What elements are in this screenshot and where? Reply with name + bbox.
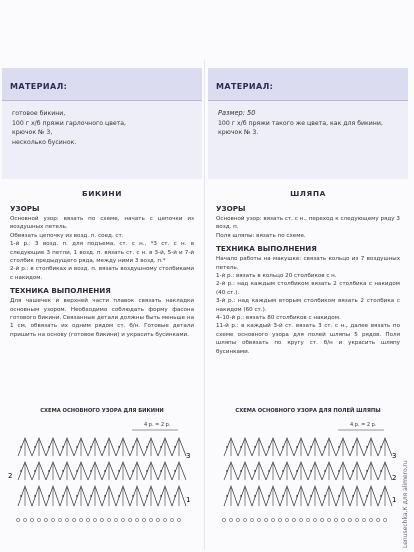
chain-dot — [118, 470, 120, 472]
technique-heading: ТЕХНИКА ВЫПОЛНЕНИЯ — [216, 244, 317, 254]
chain-dot — [174, 470, 176, 472]
chain-dot — [76, 495, 78, 497]
foundation-chain — [58, 518, 61, 521]
watermark: Lenusechka.К для alimero.ru — [402, 460, 409, 548]
patterns-heading: УЗОРЫ — [216, 204, 246, 213]
foundation-chain — [170, 518, 173, 521]
foundation-chain — [264, 518, 267, 521]
row-label: 2 — [392, 474, 397, 482]
patterns-text: Основной узор: вязать ст. с н., переход к следующему ряду 3 возд. п. — [216, 216, 400, 231]
foundation-chain — [348, 518, 351, 521]
chain-dot — [380, 446, 382, 448]
chain-dot — [62, 446, 64, 448]
foundation-chain — [376, 518, 379, 521]
row-instruction: 4–10-й р.: вязать 80 столбиков с накидом. — [216, 315, 341, 322]
crochet-chart — [210, 416, 406, 534]
foundation-chain — [23, 518, 26, 521]
chain-dot — [338, 446, 340, 448]
foundation-chain — [250, 518, 253, 521]
chain-dot — [146, 495, 148, 497]
stitch-symbols — [16, 438, 186, 522]
foundation-chain — [86, 518, 89, 521]
foundation-chain — [355, 518, 358, 521]
repeat-label: 4 р. = 2 р. — [350, 422, 377, 428]
chain-dot — [34, 470, 36, 472]
chain-dot — [282, 470, 284, 472]
chain-dot — [132, 495, 134, 497]
foundation-chain — [362, 518, 365, 521]
foundation-chain — [163, 518, 166, 521]
material-line: 100 г х/б пряжи гарлочного цвета, — [12, 119, 127, 127]
chain-dot — [90, 446, 92, 448]
chain-dot — [296, 446, 298, 448]
material-header — [208, 68, 408, 101]
chain-dot — [104, 495, 106, 497]
foundation-chain — [149, 518, 152, 521]
chain-dot — [146, 446, 148, 448]
chain-dot — [160, 446, 162, 448]
chain-dot — [310, 470, 312, 472]
foundation-chain — [135, 518, 138, 521]
chain-dot — [174, 495, 176, 497]
row-label: 1 — [392, 496, 397, 504]
foundation-chain — [278, 518, 281, 521]
row-label: 2 — [8, 472, 13, 480]
chain-dot — [310, 495, 312, 497]
foundation-chain — [299, 518, 302, 521]
foundation-chain — [334, 518, 337, 521]
chain-dot — [324, 446, 326, 448]
chain-dot — [174, 446, 176, 448]
pattern-step: 2-й р.: в столбиках и возд. п. вязать воздушному столбиками с накидом. — [10, 266, 194, 281]
chain-dot — [226, 495, 228, 497]
technique-heading: ТЕХНИКА ВЫПОЛНЕНИЯ — [10, 286, 111, 296]
row-instruction: 3-й р.: над каждым вторым столбиком вязать 2 столбика с накидом (60 ст.). — [216, 298, 400, 313]
chain-dot — [352, 470, 354, 472]
chain-dot — [132, 446, 134, 448]
foundation-chain — [37, 518, 40, 521]
chain-dot — [380, 495, 382, 497]
chain-dot — [90, 495, 92, 497]
chain-dot — [104, 470, 106, 472]
chain-dot — [104, 446, 106, 448]
material-label: МАТЕРИАЛ: — [216, 82, 274, 91]
technique-intro: Начало работы на макушке: связать кольцо из 7 воздушных петель. — [216, 256, 400, 271]
bikini-stitch-diagram — [4, 408, 200, 504]
chain-dot — [62, 495, 64, 497]
foundation-chain — [65, 518, 68, 521]
chain-dot — [254, 446, 256, 448]
chain-dot — [90, 470, 92, 472]
foundation-chain — [93, 518, 96, 521]
diagram-title: СХЕМА ОСНОВНОГО УЗОРА ДЛЯ ПОЛЕЙ ШЛЯПЫ — [235, 408, 381, 414]
pattern-step: Обвязать цепочку из возд. п. соед. ст. — [10, 232, 124, 239]
chain-dot — [366, 495, 368, 497]
patterns-heading: УЗОРЫ — [10, 204, 40, 213]
foundation-chain — [306, 518, 309, 521]
row-label: 3 — [392, 452, 397, 460]
material-header — [2, 68, 202, 101]
material-list — [2, 101, 202, 179]
foundation-chain — [327, 518, 330, 521]
stitch-symbols — [222, 438, 392, 522]
foundation-chain — [369, 518, 372, 521]
hat-brim-stitch-diagram — [210, 408, 406, 504]
foundation-chain — [107, 518, 110, 521]
chain-dot — [282, 495, 284, 497]
section-title: ШЛЯПА — [290, 189, 326, 198]
chain-dot — [352, 495, 354, 497]
foundation-chain — [142, 518, 145, 521]
foundation-chain — [285, 518, 288, 521]
chain-dot — [240, 495, 242, 497]
repeat-label: 4 р. = 2 р. — [144, 422, 171, 428]
chain-dot — [240, 446, 242, 448]
chain-dot — [76, 446, 78, 448]
section-title: БИКИНИ — [81, 189, 122, 198]
material-line: крючок № 3, — [12, 129, 53, 137]
chain-dot — [48, 495, 50, 497]
foundation-chain — [177, 518, 180, 521]
chain-dot — [132, 470, 134, 472]
hat-column — [208, 68, 408, 356]
row-label: 1 — [186, 496, 191, 504]
chain-dot — [62, 470, 64, 472]
foundation-chain — [114, 518, 117, 521]
chain-dot — [240, 470, 242, 472]
patterns-text: Основной узор: вязать по схеме, начать с цепочки из воздушных петель. — [10, 216, 194, 231]
crochet-chart — [4, 416, 200, 534]
chain-dot — [34, 495, 36, 497]
brim-text: Поля шляпы: вязать по схеме. — [216, 232, 306, 239]
chain-dot — [324, 470, 326, 472]
material-line: готовое бикини, — [12, 110, 66, 117]
chain-dot — [226, 470, 228, 472]
chain-dot — [226, 446, 228, 448]
foundation-chain — [51, 518, 54, 521]
chain-dot — [380, 470, 382, 472]
chain-dot — [366, 446, 368, 448]
foundation-chain — [30, 518, 33, 521]
foundation-chain — [341, 518, 344, 521]
chain-dot — [352, 446, 354, 448]
chain-dot — [20, 446, 22, 448]
chain-dot — [366, 470, 368, 472]
diagram-title: СХЕМА ОСНОВНОГО УЗОРА ДЛЯ БИКИНИ — [40, 408, 164, 414]
chain-dot — [268, 495, 270, 497]
chain-dot — [310, 446, 312, 448]
foundation-chain — [79, 518, 82, 521]
chain-dot — [324, 495, 326, 497]
foundation-chain — [383, 518, 386, 521]
row-label: 3 — [186, 452, 191, 460]
chain-dot — [20, 495, 22, 497]
row-instruction: 2-й р.: над каждым столбиком вязать 2 столбика с накидом (40 ст.). — [216, 281, 400, 296]
chain-dot — [118, 446, 120, 448]
row-instruction: 1-й р.: вязать в кольцо 20 столбиков с н. — [216, 273, 337, 280]
material-line: 100 г х/б пряжи такого же цвета, как для бикини, — [218, 119, 383, 127]
chain-dot — [20, 470, 22, 472]
chain-dot — [254, 470, 256, 472]
chain-dot — [76, 470, 78, 472]
material-list — [208, 101, 408, 179]
chain-dot — [160, 470, 162, 472]
size-line: Размер: 50 — [218, 109, 256, 117]
chain-dot — [338, 495, 340, 497]
foundation-chain — [156, 518, 159, 521]
foundation-chain — [292, 518, 295, 521]
chain-dot — [338, 470, 340, 472]
chain-dot — [268, 470, 270, 472]
bikini-column — [2, 68, 202, 339]
chain-dot — [160, 495, 162, 497]
foundation-chain — [100, 518, 103, 521]
foundation-chain — [313, 518, 316, 521]
chain-dot — [254, 495, 256, 497]
foundation-chain — [257, 518, 260, 521]
foundation-chain — [271, 518, 274, 521]
chain-dot — [118, 495, 120, 497]
foundation-chain — [320, 518, 323, 521]
foundation-chain — [16, 518, 19, 521]
chain-dot — [296, 495, 298, 497]
foundation-chain — [44, 518, 47, 521]
material-line: несколько бусинок. — [12, 138, 77, 146]
column-divider — [204, 60, 205, 550]
chain-dot — [146, 470, 148, 472]
chain-dot — [34, 446, 36, 448]
foundation-chain — [128, 518, 131, 521]
foundation-chain — [229, 518, 232, 521]
chain-dot — [48, 470, 50, 472]
chain-dot — [268, 446, 270, 448]
row-instruction: 11-й р.: в каждый 3-й ст. вязать 3 ст. с н., далее вязать по схеме основного узора для полей шляпы 5 рядов. Поля шляпы обвязать по кругу ст. б/н и украсить шляпу бусинками. — [216, 323, 400, 355]
material-line: крючок № 3. — [218, 129, 259, 137]
chain-dot — [296, 470, 298, 472]
foundation-chain — [236, 518, 239, 521]
foundation-chain — [222, 518, 225, 521]
foundation-chain — [121, 518, 124, 521]
foundation-chain — [243, 518, 246, 521]
technique-text: Для чашечек и верхней части плавок связать накладки основным узором. Необходимо соблюдать форму фасона готового бикини. Связанные детали должны быть меньше на 1 см, обвязать их одним рядом ст. б/н. Готовые детали пришить на основу (готовое бикини) и украсить бусинками. — [10, 298, 194, 338]
chain-dot — [48, 446, 50, 448]
foundation-chain — [72, 518, 75, 521]
material-label: МАТЕРИАЛ: — [10, 82, 68, 91]
pattern-step: 1-й р.: 3 возд. п. для подъема, ст. с н., *3 ст. с н. в следующие 3 петли, 1 возд. п. вязать ст. с н. в 3-й, 5-й и 7-й столбик предыдущего ряда, между ними 3 возд. п.* — [10, 241, 194, 265]
chain-dot — [282, 446, 284, 448]
